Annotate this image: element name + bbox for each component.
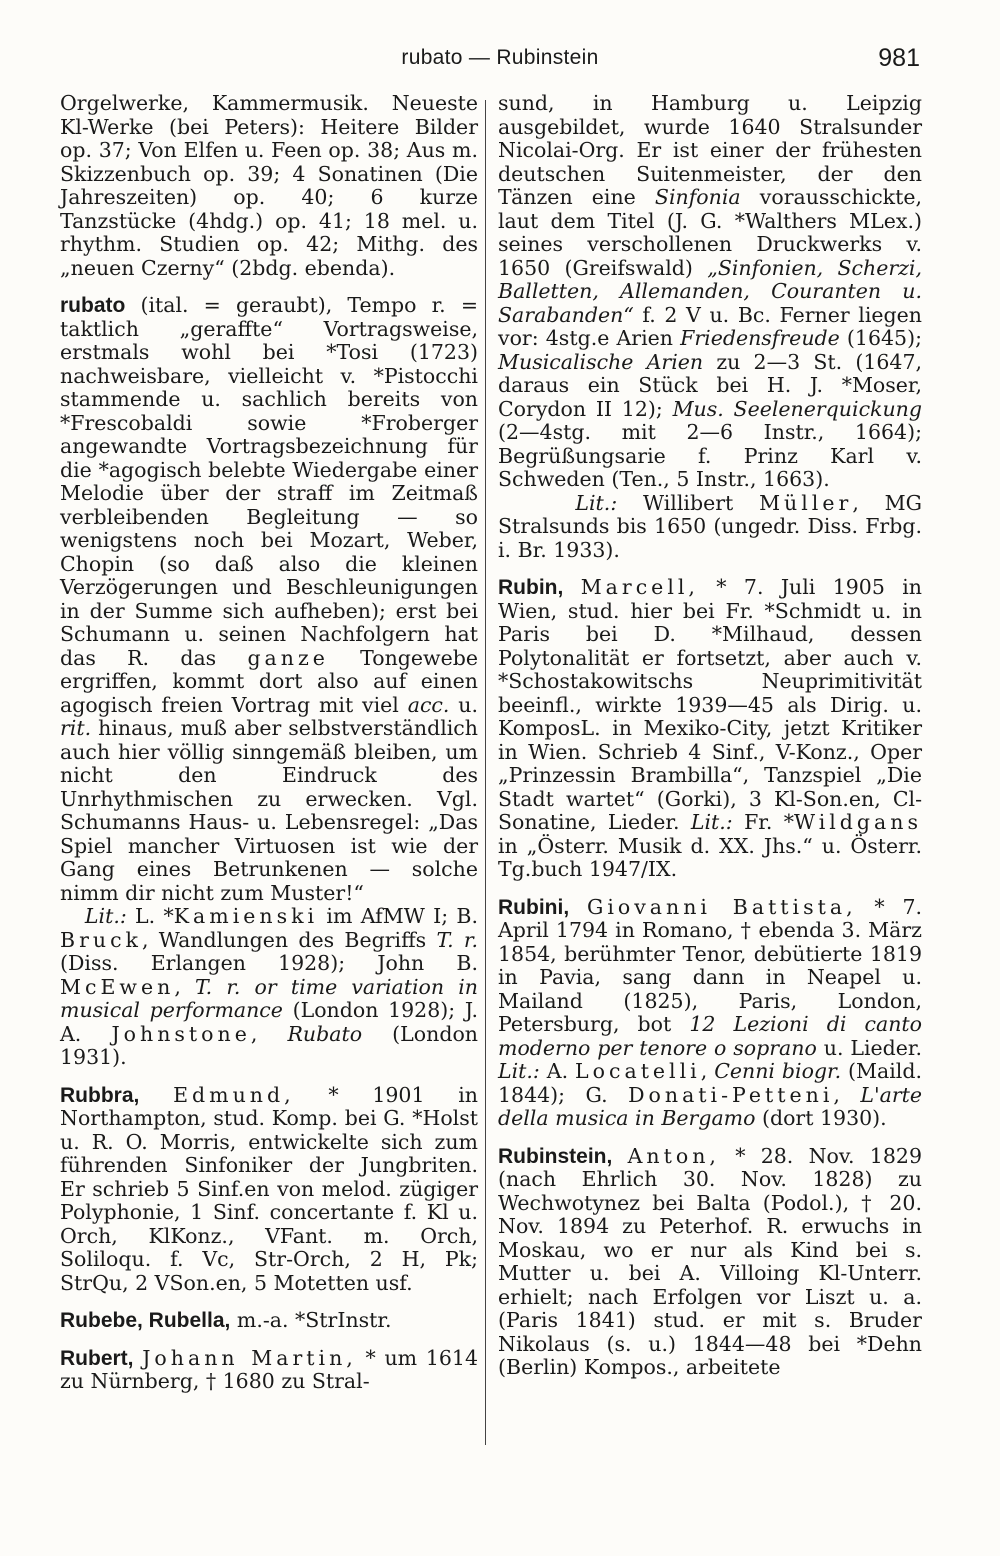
entry-text: * um 1614 zu Nürnberg, † 1680 zu Stral- bbox=[60, 1345, 478, 1393]
right-column bbox=[498, 92, 922, 1394]
entry-text: (2—4stg. mit 2—6 Instr., 1664); Begrüßungsarie f. Prinz Karl v. Schweden (Ten., 5 Instr., 1663). bbox=[498, 420, 922, 491]
spaced-word: ganze bbox=[247, 645, 329, 670]
entry-head: Rubert, bbox=[60, 1346, 134, 1370]
italic-title: 12 Lezioni di canto moderno per tenore o soprano bbox=[498, 1012, 922, 1060]
entry-head: rubato bbox=[60, 294, 126, 317]
italic-title: „Sinfonien, Scherzi, Balletten, Allemanden, Couranten u. Sarabanden“ bbox=[498, 255, 923, 327]
lit-label: Lit.: bbox=[84, 904, 127, 928]
person-name: Anton, bbox=[627, 1143, 720, 1168]
lit-text: (dort 1930). bbox=[755, 1106, 887, 1130]
entry-rubato bbox=[60, 294, 478, 1070]
entry-text: Tongewebe ergriffen, kommt dort also auf einen agogisch freien Vortrag mit viel bbox=[60, 645, 478, 717]
entry-head: Rubinstein, bbox=[498, 1144, 613, 1168]
entry-rubebe bbox=[60, 1309, 478, 1333]
italic-term: rit. bbox=[60, 716, 92, 740]
italic-title: T. r. bbox=[436, 927, 479, 952]
lit-text: , bbox=[700, 1059, 715, 1083]
entry-text: sund, in Hamburg u. Leipzig ausgebildet, wurde 1640 Stralsunder Nicolai-Org. Er ist einer der frühesten deutschen Suitenmeister, der den Tänzen eine bbox=[498, 91, 922, 209]
entry-text: vorausschickte, laut dem Titel (J. G. *Walthers MLex.) seines verschollenen Druckwerks v. 1650 (Greifswald) bbox=[498, 185, 922, 280]
entry-text: * 28. Nov. 1829 (nach Ehrlich 30. Nov. 1828) zu Wechwotynez bei Balta (Podol.), † 20. Nov. 1894 zu Peterhof. R. erwuchs in Moskau, wo er nur als Kind bei s. Mutter u. bei A. Villoing Kl-Unterr. erhielt; nach Erfolgen vor Liszt u. a. (Paris 1841) stud. er mit s. Bruder Nikolaus (s. u.) 1844—48 bei *Dehn (Berlin) Kompos., arbeitete bbox=[498, 1143, 922, 1379]
lit-text: Fr. * bbox=[732, 810, 794, 834]
continuation-entry: Orgelwerke, Kammermusik. Neueste Kl-Werke (bei Peters): Heitere Bilder op. 37; Von Elfen u. Feen op. 38; Aus m. Skizzenbuch op. 39; 4 Sonatinen (Die Jahreszeiten) op. 40; 6 kurze Tanzstücke (4hdg.) op. 41; 18 mel. u. rhythm. Studien op. 42; Mithg. des „neuen Czerny“ (2bdg. ebenda). bbox=[60, 91, 478, 280]
author-name: Locatelli bbox=[575, 1059, 701, 1083]
author-name: Johnstone bbox=[111, 1021, 251, 1046]
lit-text: Willibert bbox=[617, 490, 760, 515]
lit-label: Lit.: bbox=[575, 490, 618, 515]
entry-text: u. Lieder. bbox=[816, 1035, 922, 1060]
entry-text: * 7. April 1794 in Romano, † ebenda 3. März 1854, berühmter Tenor, debütierte 1819 in Pavia, sang dann in Neapel u. Mailand (1825), Paris, London, Petersburg, bot bbox=[498, 894, 922, 1036]
entry-text: * 7. Juli 1905 in Wien, stud. hier bei Fr. *Schmidt u. in Paris bei D. *Milhaud, dessen Polytonalität er fortsetzt, aber auch v. *Schostakowitschs Neuprimitivität beeinfl., wirkte 1939—45 als Dirig. u. KomposL. in Mexiko-City, jetzt Kritiker in Wien. Schrieb 4 Sinf., V-Konz., Oper „Prinzessin Brambilla“, Tanzspiel „Die Stadt wartet“ (Gorki), 3 Kl-Son.en, Cl-Sonatine, Lieder. bbox=[498, 575, 922, 834]
italic-title: Mus. Seelenerquickung bbox=[672, 396, 922, 421]
author-name: Donati-Petteni bbox=[628, 1082, 834, 1107]
entry-head: Rubin, bbox=[498, 576, 564, 599]
entry-rubin bbox=[498, 576, 922, 882]
author-name: Bruck bbox=[60, 927, 142, 952]
italic-title: Friedensfreude bbox=[680, 326, 840, 350]
column-divider bbox=[485, 100, 486, 1445]
lit-text: im AfMW I; B. bbox=[318, 904, 478, 928]
italic-title: Cenni biogr. bbox=[714, 1059, 842, 1083]
entry-text: m.-a. *StrInstr. bbox=[230, 1308, 392, 1332]
entry-rubinstein bbox=[498, 1145, 922, 1380]
running-header: rubato — Rubinstein bbox=[401, 46, 599, 69]
entry-rubert bbox=[60, 1347, 478, 1394]
lit-text: , bbox=[174, 974, 195, 999]
entry-text: zu 2—3 St. (1647, daraus ein Stück bei H. J. *Moser, Corydon II 12); bbox=[498, 349, 922, 421]
person-name: Giovanni Battista, bbox=[586, 894, 857, 919]
lit-text: (Maild. 1844); G. bbox=[498, 1059, 922, 1107]
author-name: McEwen bbox=[60, 974, 175, 999]
lit-text: , bbox=[250, 1021, 288, 1046]
entry-head: Rubini, bbox=[498, 895, 570, 919]
entry-text: hinaus, muß aber selbstverständlich auch hier völlig sinngemäß bleiben, um nicht den Eindruck des Unrhythmischen zu erwecken. Vgl. Schumanns Haus- u. Lebensregel: „Das Spiel mancher Virtuosen ist wie der Gang eines Betrunkenen — solche nimm dir nicht zum Muster!“ bbox=[60, 716, 478, 905]
author-name: Müller bbox=[759, 490, 853, 515]
left-column bbox=[60, 92, 478, 1408]
lit-label: Lit.: bbox=[690, 810, 733, 834]
entry-head: Rubebe, Rubella, bbox=[60, 1309, 231, 1332]
entry-rubbra bbox=[60, 1084, 478, 1296]
entry-text: (ital. = geraubt), Tempo r. = taktlich „geraffte“ Vortragsweise, erstmals wohl bei *Tosi (1723) nachweisbare, vielleicht v. *Pistocchi stammende u. sachlich bereits von *Frescobaldi sowie *Froberger angewandte Vortragsbezeichnung für die *agogisch belebte Wiedergabe einer Melodie über der straff im Zeitmaß verbleibenden Begleitung — so wenigstens noch bei Mozart, Weber, Chopin (so daß also die kleinen Verzögerungen und Beschleunigungen in der Summe sich aufheben); erst bei Schumann u. seinen Nachfolgern hat das R. das bbox=[60, 293, 478, 670]
entry-rubini bbox=[498, 896, 922, 1131]
author-name: Kamienski bbox=[173, 904, 319, 928]
italic-title: Sinfonia bbox=[654, 185, 741, 209]
entry-rubert-continued bbox=[498, 92, 922, 562]
italic-term: acc. bbox=[407, 692, 450, 717]
entry-text: * 1901 in Northampton, stud. Komp. bei G. *Holst u. R. O. Morris, entwickelte sich zum führenden Sinfoniker der Jungbriten. Er schrieb 5 Sinf.en von melod. zügiger Polyphonie, 1 Sinf. concertante f. Kl u. Orch, KlKonz., VFant. m. Orch, Soliloqu. f. Vc, Str-Orch, 2 H, Pk; StrQu, 2 VSon.en, 5 Motetten usf. bbox=[60, 1082, 478, 1295]
lit-text: L. * bbox=[126, 904, 174, 928]
author-name: Wildgans bbox=[793, 810, 922, 834]
entry-text: u. bbox=[449, 692, 478, 717]
entry-head: Rubbra, bbox=[60, 1083, 140, 1107]
italic-title: L'arte della musica in Bergamo bbox=[498, 1082, 922, 1130]
italic-title: Rubato bbox=[287, 1021, 363, 1046]
lit-text: (Diss. Erlangen 1928); John B. bbox=[60, 951, 478, 975]
person-name: Edmund, bbox=[173, 1082, 295, 1107]
lit-text: , bbox=[833, 1082, 861, 1107]
lit-text: , MG Stralsunds bis 1650 (ungedr. Diss. Frbg. i. Br. 1933). bbox=[498, 490, 922, 562]
lit-text: (London 1931). bbox=[60, 1021, 478, 1069]
person-name: Marcell, bbox=[580, 575, 699, 599]
italic-title: T. r. or time variation in musical performance bbox=[60, 974, 478, 1022]
entry-text: (1645); bbox=[839, 326, 922, 350]
lit-text: (London 1928); J. A. bbox=[60, 998, 478, 1046]
entry-text: f. 2 V u. Bc. Ferner liegen vor: 4stg.e Arien bbox=[498, 302, 922, 350]
lit-label: Lit.: bbox=[498, 1059, 540, 1083]
lit-text: , Wandlungen des Begriffs bbox=[141, 927, 437, 952]
lit-text: A. bbox=[539, 1059, 576, 1083]
lit-text: in „Österr. Musik d. XX. Jhs.“ u. Österr. Tg.buch 1947/IX. bbox=[498, 833, 922, 881]
page-number: 981 bbox=[878, 44, 920, 72]
italic-title: Musicalische Arien bbox=[498, 349, 704, 374]
person-name: Johann Martin, bbox=[142, 1345, 357, 1370]
